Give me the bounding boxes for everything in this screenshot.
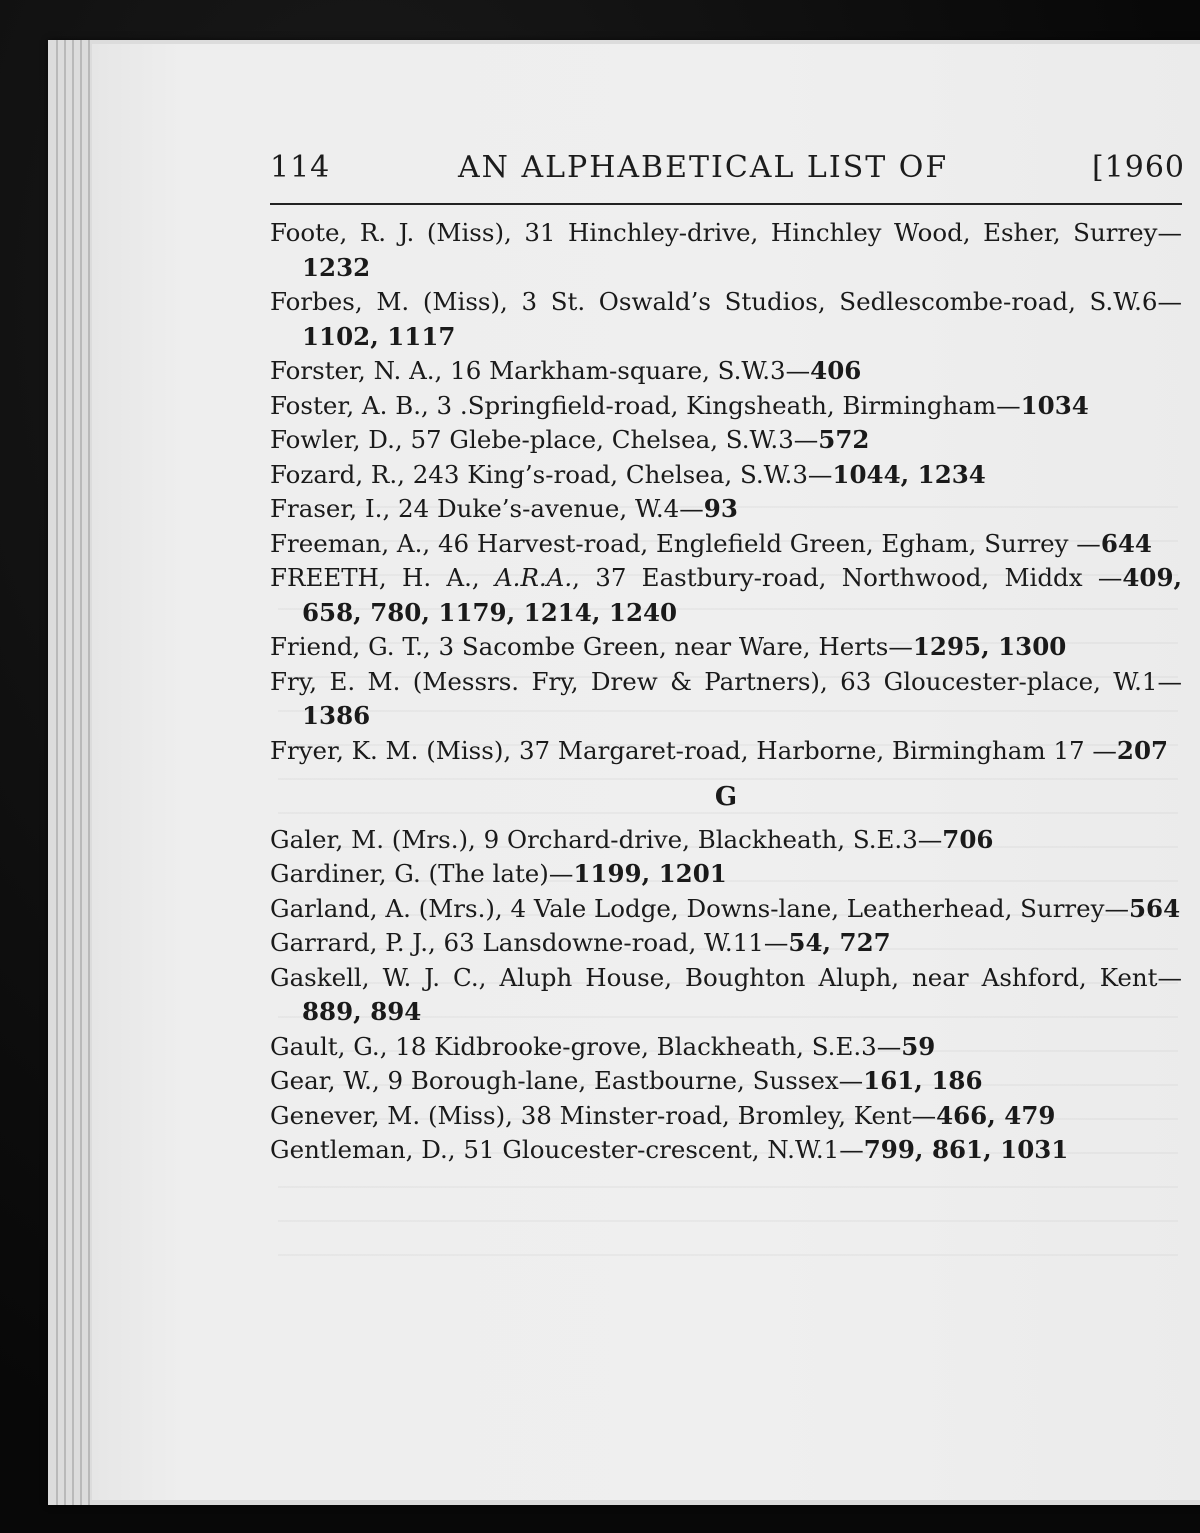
entry-fry: Fry, E. M. (Messrs. Fry, Drew & Partners), 63 Gloucester-place, W.1—1386 xyxy=(270,666,1182,730)
entry-fozard: Fozard, R., 243 King’s-road, Chelsea, S.W.3—1044, 1234 xyxy=(270,459,986,489)
entry-freeth: FREETH, H. A., A.R.A., 37 Eastbury-road, Northwood, Middx —409, 658, 780, 1179, 1214, 1240 xyxy=(270,563,1183,627)
section-letter-g: G xyxy=(714,782,738,812)
entry-list xyxy=(270,216,1182,1168)
page-edge xyxy=(72,40,74,1505)
entry-garland: Garland, A. (Mrs.), 4 Vale Lodge, Downs-lane, Leatherhead, Surrey—564 xyxy=(270,893,1181,923)
page-edge xyxy=(56,40,58,1505)
entry-fryer: Fryer, K. M. (Miss), 37 Margaret-road, Harborne, Birmingham 17 —207 xyxy=(270,735,1169,765)
entry-garrard: Garrard, P. J., 63 Lansdowne-road, W.11—54, 727 xyxy=(270,928,891,957)
entry-foster: Foster, A. B., 3 .Springfield-road, Kingsheath, Birmingham—1034 xyxy=(270,390,1089,420)
entry-gentleman: Gentleman, D., 51 Gloucester-crescent, N.W.1—799, 861, 1031 xyxy=(270,1135,1069,1164)
entry-fraser: Fraser, I., 24 Duke’s-avenue, W.4—93 xyxy=(270,494,738,523)
entry-galer: Galer, M. (Mrs.), 9 Orchard-drive, Blackheath, S.E.3—706 xyxy=(270,824,994,854)
page-edge xyxy=(88,40,90,1505)
entry-gardiner: Gardiner, G. (The late)—1199, 1201 xyxy=(270,859,727,888)
entry-gault: Gault, G., 18 Kidbrooke-grove, Blackheath, S.E.3—59 xyxy=(270,1031,936,1061)
entry-forster: Forster, N. A., 16 Markham-square, S.W.3—406 xyxy=(270,356,862,385)
running-title: AN ALPHABETICAL LIST OF xyxy=(458,150,949,185)
entry-fowler: Fowler, D., 57 Glebe-place, Chelsea, S.W.3—572 xyxy=(270,425,870,454)
running-year: [1960 xyxy=(1091,150,1185,185)
header-rule xyxy=(270,203,1182,205)
entry-gear: Gear, W., 9 Borough-lane, Eastbourne, Sussex—161, 186 xyxy=(270,1066,983,1095)
page-number: 114 xyxy=(270,150,331,185)
page-edge xyxy=(64,40,66,1505)
entry-gaskell: Gaskell, W. J. C., Aluph House, Boughton Aluph, near Ashford, Kent—889, 894 xyxy=(270,962,1182,1026)
entry-friend: Friend, G. T., 3 Sacombe Green, near Ware, Herts—1295, 1300 xyxy=(270,632,1067,661)
entry-freeman: Freeman, A., 46 Harvest-road, Englefield Green, Egham, Surrey —644 xyxy=(270,528,1152,558)
running-head xyxy=(270,150,1185,194)
entry-forbes: Forbes, M. (Miss), 3 St. Oswald’s Studios, Sedlescombe-road, S.W.6—1102, 1117 xyxy=(270,287,1182,351)
entry-genever: Genever, M. (Miss), 38 Minster-road, Bromley, Kent—466, 479 xyxy=(270,1100,1056,1130)
entry-foote: Foote, R. J. (Miss), 31 Hinchley-drive, Hinchley Wood, Esher, Surrey—1232 xyxy=(270,218,1182,282)
page-edge xyxy=(80,40,82,1505)
